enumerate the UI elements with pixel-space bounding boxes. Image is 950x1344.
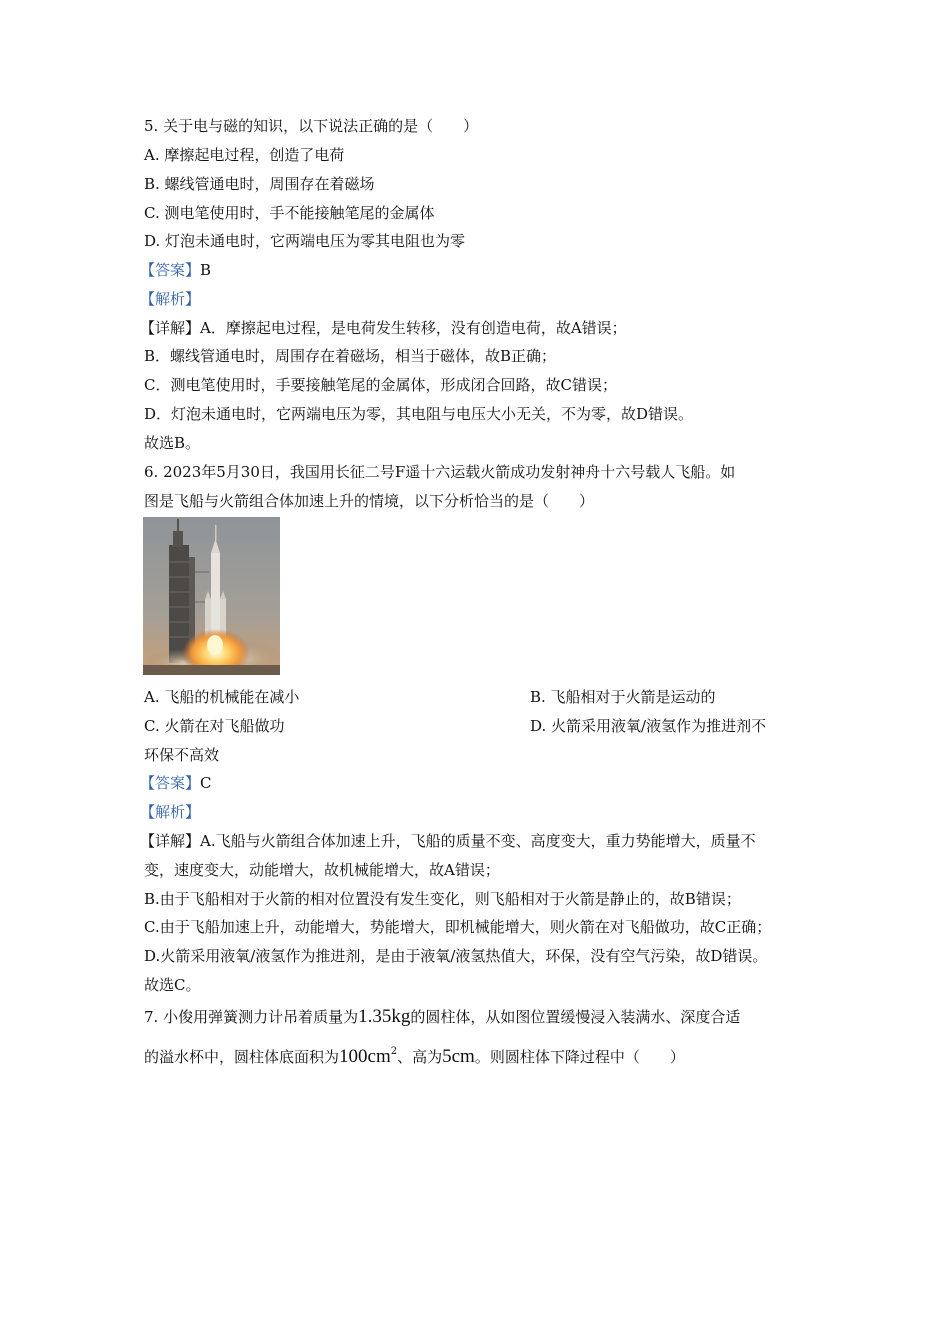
q6-option-d: D. 火箭采用液氧/液氢作为推进剂不	[530, 717, 767, 735]
q5-option-a: A. 摩擦起电过程，创造了电荷	[144, 146, 345, 164]
q6-detail-c: C.由于飞船加速上升，动能增大，势能增大，即机械能增大，则火箭在对飞船做功，故C正确；	[144, 918, 772, 936]
stem-text: 的圆柱体，从如图位置缓慢浸入装满水、深度合适	[410, 1008, 741, 1026]
stem-text: 、高为	[397, 1048, 443, 1066]
q5-stem: 5. 关于电与磁的知识，以下说法正确的是（ ）	[144, 117, 479, 135]
rocket-launch-image	[143, 517, 280, 675]
q6-detail-a	[140, 831, 756, 851]
q6-stem-line2: 图是飞船与火箭组合体加速上升的情境，以下分析恰当的是（ ）	[144, 492, 595, 510]
q5-option-d: D. 灯泡未通电时，它两端电压为零其电阻也为零	[144, 232, 466, 250]
q5-detail-b: B．螺线管通电时，周围存在着磁场，相当于磁体，故B正确；	[144, 347, 557, 365]
q6-option-c: C. 火箭在对飞船做功	[144, 717, 285, 735]
answer-tag: 【答案】	[140, 774, 201, 792]
detail-text: A．摩擦起电过程，是电荷发生转移，没有创造电荷，故A错误；	[200, 319, 627, 337]
detail-tag: 【详解】	[140, 319, 201, 337]
mass-value: 1.35kg	[358, 1006, 411, 1027]
stem-text: 7. 小俊用弹簧测力计吊着质量为	[144, 1008, 359, 1026]
area-exponent: 2	[390, 1046, 398, 1057]
answer-value: B	[200, 261, 212, 279]
q5-answer	[140, 260, 211, 280]
q5-conclusion: 故选B。	[144, 434, 201, 452]
q5-option-b: B. 螺线管通电时，周围存在着磁场	[144, 175, 375, 193]
answer-tag: 【答案】	[140, 261, 201, 279]
answer-value: C	[200, 774, 212, 792]
q7-stem-line1	[144, 1005, 740, 1029]
stem-text: 。则圆柱体下降过程中（ ）	[474, 1048, 685, 1066]
q6-option-d-cont: 环保不高效	[144, 746, 220, 764]
q6-option-a: A. 飞船的机械能在减小	[144, 688, 300, 706]
q6-answer	[140, 773, 212, 793]
height-value: 5cm	[442, 1046, 475, 1067]
q5-detail-c: C．测电笔使用时，手要接触笔尾的金属体，形成闭合回路，故C错误；	[144, 376, 617, 394]
q6-detail-d: D.火箭采用液氧/液氢作为推进剂，是由于液氧/液氢热值大，环保，没有空气污染，故D错误。	[144, 947, 768, 965]
q6-analysis-tag: 【解析】	[140, 803, 201, 821]
area-value: 100cm	[339, 1046, 391, 1067]
q5-detail-d: D．灯泡未通电时，它两端电压为零，其电阻与电压大小无关，不为零，故D错误。	[144, 405, 694, 423]
detail-text: A.飞船与火箭组合体加速上升，飞船的质量不变、高度变大，重力势能增大，质量不	[200, 832, 756, 850]
q6-detail-b: B.由于飞船相对于火箭的相对位置没有发生变化，则飞船相对于火箭是静止的，故B错误；	[144, 890, 741, 908]
q5-detail-a	[140, 318, 627, 338]
q6-stem-line1: 6. 2023年5月30日，我国用长征二号F遥十六运载火箭成功发射神舟十六号载人飞船。如	[144, 463, 736, 481]
q5-option-c: C. 测电笔使用时，手不能接触笔尾的金属体	[144, 204, 435, 222]
q6-option-b: B. 飞船相对于火箭是运动的	[530, 688, 716, 706]
stem-text: 的溢水杯中，圆柱体底面积为	[144, 1048, 340, 1066]
q5-analysis-tag: 【解析】	[140, 290, 201, 308]
q7-stem-line2	[144, 1040, 685, 1069]
rocket-launch-illustration	[143, 517, 280, 675]
q6-detail-a-cont: 变，速度变大，动能增大，故机械能增大，故A错误；	[144, 861, 500, 879]
detail-tag: 【详解】	[140, 832, 201, 850]
q6-conclusion: 故选C。	[144, 976, 201, 994]
